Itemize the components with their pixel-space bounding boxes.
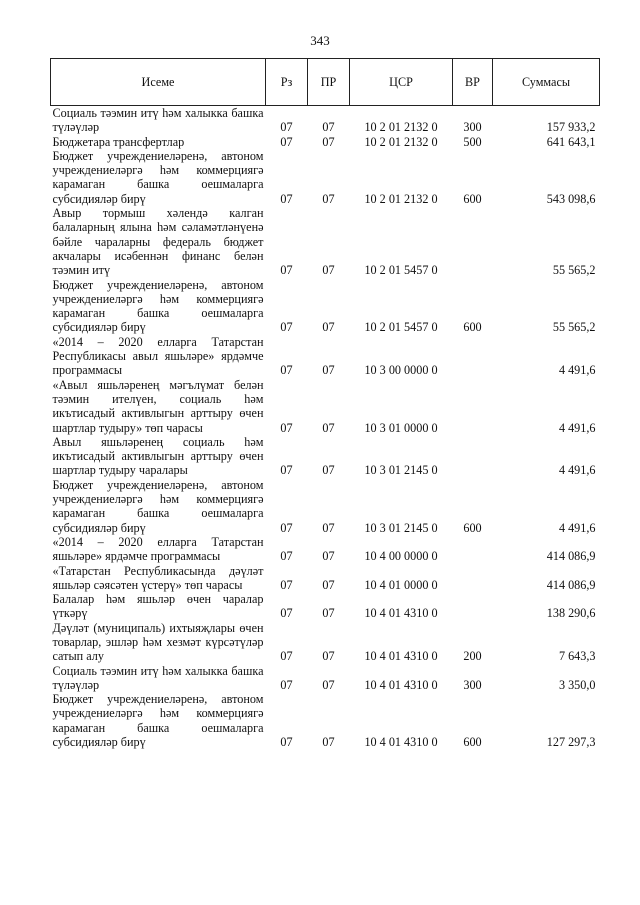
cell-name: Социаль тәэмин итү һәм халыкка башка түләүләр — [52, 106, 264, 135]
cell-csr: 10 4 01 4310 0 — [364, 606, 438, 621]
cell-pr: 07 — [322, 263, 335, 278]
cell-pr: 07 — [322, 549, 335, 564]
table-row — [51, 378, 600, 435]
table-row — [51, 435, 600, 478]
cell-name: Авыр тормыш хәлендә калган балаларның ялына һәм сәламәтләнүенә бәйле чараларны федераль бюджет акчалары исәбеннән финанс белән тәэмин итү — [52, 206, 264, 278]
cell-rz: 07 — [280, 606, 293, 621]
table-row — [51, 535, 600, 564]
header-pr: ПР — [308, 59, 350, 106]
cell-vr: 500 — [463, 134, 482, 149]
cell-sum: 3 350,0 — [558, 677, 596, 692]
cell-vr — [453, 535, 493, 564]
cell-vr — [453, 592, 493, 621]
cell-sum: 4 491,6 — [558, 363, 596, 378]
cell-name: Бюджет учреждениеләренә, автоном учреждениеләргә һәм коммерциягә карамаган башка оешмаларга субсидияләр бирү — [52, 477, 264, 535]
cell-sum: 7 643,3 — [558, 649, 596, 664]
cell-vr: 200 — [463, 649, 482, 664]
header-name: Исеме — [51, 59, 266, 106]
cell-sum: 157 933,2 — [546, 120, 596, 135]
cell-csr: 10 3 00 0000 0 — [364, 363, 438, 378]
cell-vr: 600 — [463, 520, 482, 535]
cell-pr: 07 — [322, 120, 335, 135]
cell-csr: 10 2 01 2132 0 — [364, 191, 438, 206]
cell-name: «2014 – 2020 елларга Татарстан яшьләре» ярдәмче программасы — [52, 534, 264, 564]
cell-pr: 07 — [322, 420, 335, 435]
cell-vr — [453, 564, 493, 593]
table-body — [51, 106, 600, 750]
cell-vr: 300 — [463, 677, 482, 692]
cell-name: Бюджет учреждениеләренә, автоном учреждениеләргә һәм коммерциягә карамаган башка оешмаларга субсидияләр бирү — [52, 692, 264, 750]
cell-sum: 543 098,6 — [546, 191, 596, 206]
table-row — [51, 478, 600, 535]
cell-pr: 07 — [322, 134, 335, 149]
cell-name: Авыл яшьләренең социаль һәм икътисадый активлыгын арттыру өчен шартлар тудыру чаралары — [52, 434, 264, 478]
cell-name: Социаль тәэмин итү һәм халыкка башка түләүләр — [52, 663, 264, 692]
header-vr: ВР — [453, 59, 493, 106]
cell-csr: 10 4 01 4310 0 — [364, 677, 438, 692]
cell-rz: 07 — [280, 649, 293, 664]
table-row — [51, 335, 600, 378]
cell-pr: 07 — [322, 463, 335, 478]
table-header — [51, 59, 600, 106]
header-csr: ЦСР — [350, 59, 453, 106]
cell-rz: 07 — [280, 677, 293, 692]
cell-rz: 07 — [280, 735, 293, 750]
table-row — [51, 278, 600, 335]
cell-pr: 07 — [322, 520, 335, 535]
table-row — [51, 149, 600, 206]
cell-name: «Авыл яшьләренең мәгълүмат белән тәэмин ителүен, социаль һәм икътисадый активлыгын арттыру өчен шартлар тудыру» төп чарасы — [52, 377, 264, 435]
header-rz: Рз — [266, 59, 308, 106]
cell-sum: 4 491,6 — [558, 520, 596, 535]
table-row — [51, 621, 600, 664]
cell-pr: 07 — [322, 735, 335, 750]
cell-sum: 414 086,9 — [546, 549, 596, 564]
cell-pr: 07 — [322, 606, 335, 621]
cell-pr: 07 — [322, 320, 335, 335]
cell-name: Бюджет учреждениеләренә, автоном учреждениеләргә һәм коммерциягә карамаган башка оешмаларга субсидияләр бирү — [52, 148, 264, 206]
cell-csr: 10 2 01 2132 0 — [364, 134, 438, 149]
cell-rz: 07 — [280, 420, 293, 435]
cell-pr: 07 — [322, 649, 335, 664]
cell-rz: 07 — [280, 463, 293, 478]
table-row — [51, 206, 600, 277]
table-row — [51, 106, 600, 135]
cell-sum: 641 643,1 — [546, 134, 596, 149]
cell-pr: 07 — [322, 577, 335, 592]
cell-vr: 600 — [463, 735, 482, 750]
table-row — [51, 692, 600, 749]
cell-name: Балалар һәм яшьләр өчен чаралар үткәрү — [52, 592, 264, 621]
cell-pr: 07 — [322, 191, 335, 206]
cell-sum: 127 297,3 — [546, 735, 596, 750]
cell-name: «Татарстан Республикасында дәүләт яшьләр сәясәтен үстерү» төп чарасы — [52, 563, 264, 592]
cell-rz: 07 — [280, 263, 293, 278]
cell-rz: 07 — [280, 520, 293, 535]
cell-name: «2014 – 2020 елларга Татарстан Республикасы авыл яшьләре» ярдәмче программасы — [52, 334, 264, 378]
cell-csr: 10 3 01 2145 0 — [364, 520, 438, 535]
cell-sum: 138 290,6 — [546, 606, 596, 621]
cell-sum: 4 491,6 — [558, 420, 596, 435]
cell-rz: 07 — [280, 120, 293, 135]
table-row — [51, 564, 600, 593]
cell-sum: 4 491,6 — [558, 463, 596, 478]
cell-sum: 55 565,2 — [552, 320, 596, 335]
cell-csr: 10 2 01 5457 0 — [364, 320, 438, 335]
cell-csr: 10 3 01 2145 0 — [364, 463, 438, 478]
table-row — [51, 592, 600, 621]
cell-rz: 07 — [280, 134, 293, 149]
cell-sum: 55 565,2 — [552, 263, 596, 278]
cell-rz: 07 — [280, 320, 293, 335]
budget-table — [50, 58, 600, 749]
cell-vr: 300 — [463, 120, 482, 135]
cell-csr: 10 3 01 0000 0 — [364, 420, 438, 435]
cell-vr: 600 — [463, 191, 482, 206]
cell-sum: 414 086,9 — [546, 577, 596, 592]
table-row — [51, 135, 600, 149]
cell-pr: 07 — [322, 677, 335, 692]
cell-vr: 600 — [463, 320, 482, 335]
cell-name: Дәүләт (муниципаль) ихтыяҗлары өчен товарлар, эшләр һәм хезмәт күрсәтүләр сатып алу — [52, 620, 264, 664]
cell-vr — [453, 335, 493, 378]
cell-csr: 10 4 00 0000 0 — [364, 549, 438, 564]
cell-vr — [453, 435, 493, 478]
cell-rz: 07 — [280, 363, 293, 378]
cell-rz: 07 — [280, 191, 293, 206]
cell-name: Бюджет учреждениеләренә, автоном учреждениеләргә һәм коммерциягә карамаган башка оешмаларга субсидияләр бирү — [52, 277, 264, 335]
cell-rz: 07 — [280, 577, 293, 592]
cell-csr: 10 4 01 0000 0 — [364, 577, 438, 592]
cell-pr: 07 — [322, 363, 335, 378]
cell-csr: 10 4 01 4310 0 — [364, 735, 438, 750]
cell-csr: 10 4 01 4310 0 — [364, 649, 438, 664]
cell-vr — [453, 378, 493, 435]
table-row — [51, 664, 600, 693]
cell-csr: 10 2 01 5457 0 — [364, 263, 438, 278]
cell-csr: 10 2 01 2132 0 — [364, 120, 438, 135]
page-number: 343 — [310, 33, 330, 48]
cell-vr — [453, 206, 493, 277]
header-sum: Суммасы — [493, 59, 600, 106]
cell-rz: 07 — [280, 549, 293, 564]
cell-name: Бюджетара трансфертлар — [52, 134, 185, 149]
